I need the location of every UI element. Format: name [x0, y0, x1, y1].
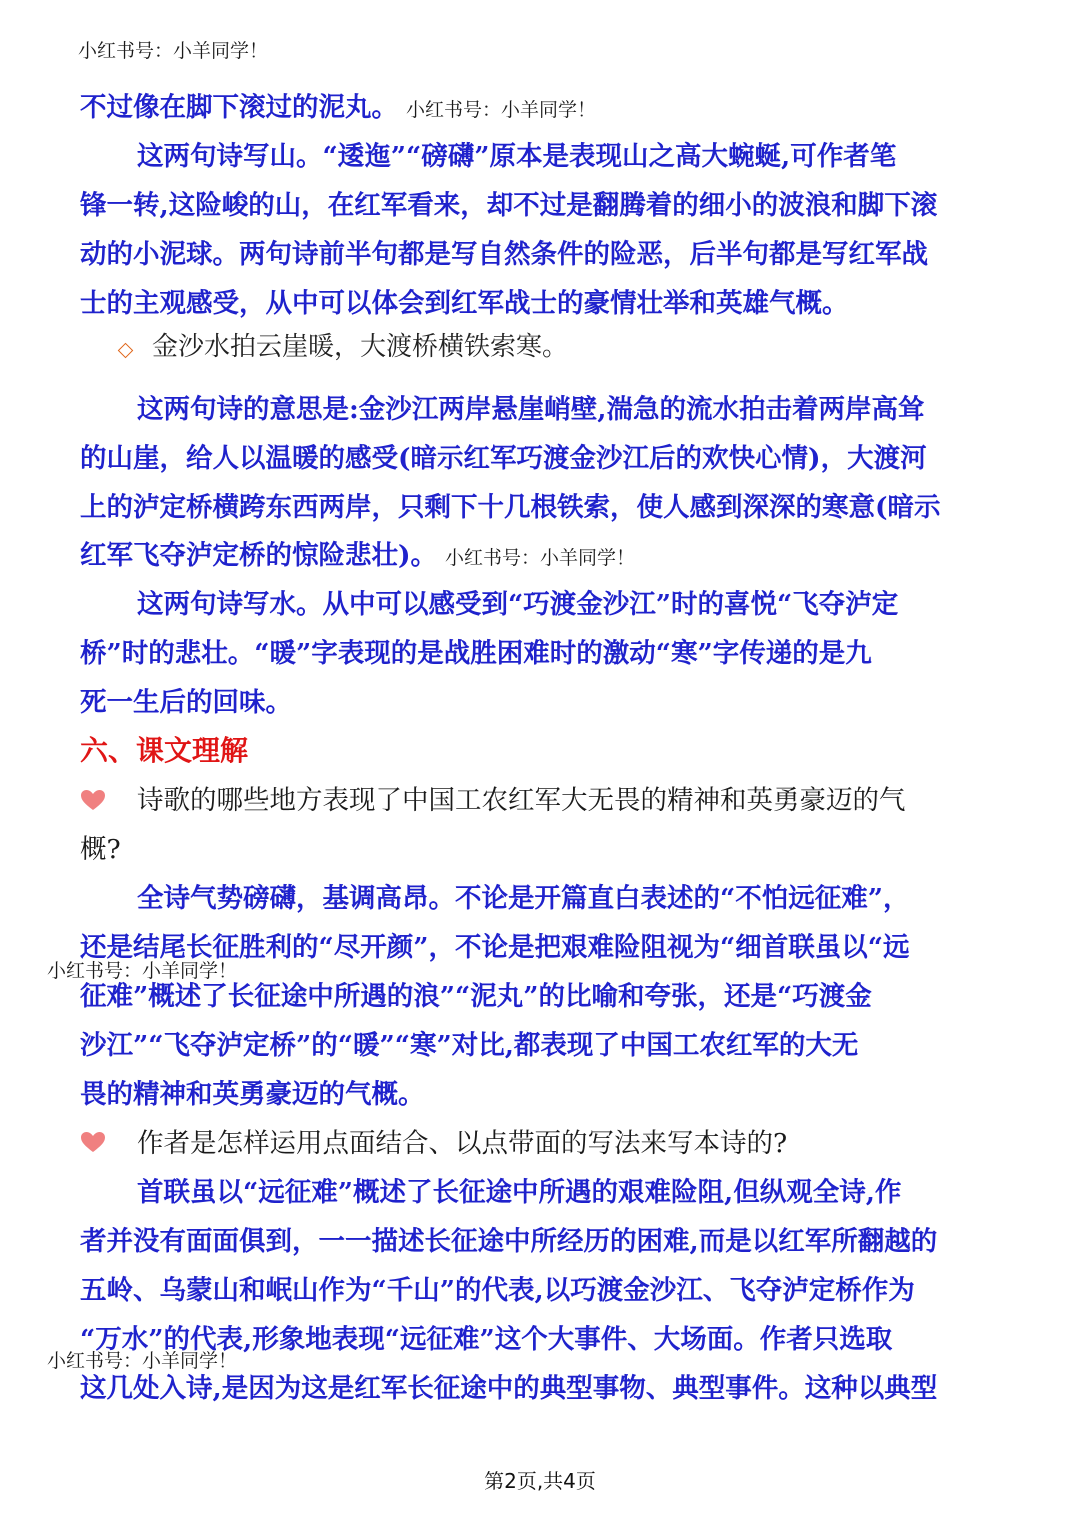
diamond-bullet-icon — [118, 343, 134, 359]
watermark-inline: 小红书号：小羊同学！ — [406, 99, 597, 121]
answer-line: 死一生后的回味。 — [80, 687, 292, 718]
answer-line: 桥”时的悲壮。“暖”字表现的是战胜困难时的激动“寒”字传递的是九 — [80, 638, 872, 669]
answer-line: 者并没有面面俱到，一一描述长征途中所经历的困难,而是以红军所翻越的 — [80, 1226, 938, 1257]
verse-line: 金沙水拍云崖暖，大渡桥横铁索寒。 — [152, 332, 569, 362]
question-line: 诗歌的哪些地方表现了中国工农红军大无畏的精神和英勇豪迈的气 — [137, 785, 906, 816]
answer-line: 上的泸定桥横跨东西两岸，只剩下十几根铁索，使人感到深深的寒意(暗示 — [80, 492, 941, 523]
answer-line: 这两句诗写水。从中可以感受到“巧渡金沙江”时的喜悦“飞夺泸定 — [137, 589, 899, 620]
watermark-overlay: 小红书号：小羊同学！ — [47, 1350, 238, 1372]
answer-line: 士的主观感受，从中可以体会到红军战士的豪情壮举和英雄气概。 — [80, 288, 849, 319]
answer-line: 这两句诗写山。“逶迤”“磅礴”原本是表现山之高大蜿蜒,可作者笔 — [137, 141, 897, 172]
answer-line: 征难”概述了长征途中所遇的浪”“泥丸”的比喻和夸张，还是“巧渡金 — [80, 981, 872, 1012]
answer-line: 的山崖，给人以温暖的感受(暗示红军巧渡金沙江后的欢快心情)，大渡河 — [80, 443, 927, 474]
watermark-top: 小红书号：小羊同学！ — [78, 40, 269, 62]
watermark-overlay: 小红书号：小羊同学！ — [47, 960, 238, 982]
answer-line: 全诗气势磅礴，基调高昂。不论是开篇直白表述的“不怕远征难”， — [137, 883, 910, 914]
answer-line: 锋一转,这险峻的山，在红军看来，却不过是翻腾着的细小的波浪和脚下滚 — [80, 190, 938, 221]
answer-line: 畏的精神和英勇豪迈的气概。 — [80, 1079, 425, 1110]
answer-text: 不过像在脚下滚过的泥丸。 — [80, 92, 398, 123]
answer-line: 还是结尾长征胜利的“尽开颜”，不论是把艰难险阻视为“细首联虽以“远 — [80, 932, 910, 963]
page-number: 第2页,共4页 — [484, 1469, 596, 1493]
section-heading: 六、课文理解 — [80, 734, 249, 767]
watermark-inline: 小红书号：小羊同学！ — [445, 547, 636, 569]
answer-line: 首联虽以“远征难”概述了长征途中所遇的艰难险阻,但纵观全诗,作 — [137, 1177, 902, 1208]
answer-line — [80, 92, 597, 123]
answer-line: 这两句诗的意思是:金沙江两岸悬崖峭壁,湍急的流水拍击着两岸高耸 — [137, 394, 925, 425]
answer-line: 沙江”“飞夺泸定桥”的“暖”“寒”对比,都表现了中国工农红军的大无 — [80, 1030, 859, 1061]
heart-bullet-icon — [80, 1131, 106, 1153]
answer-line: 五岭、乌蒙山和岷山作为“千山”的代表,以巧渡金沙江、飞夺泸定桥作为 — [80, 1275, 915, 1306]
answer-text: 红军飞夺泸定桥的惊险悲壮)。 — [80, 540, 438, 571]
answer-line: “万水”的代表,形象地表现“远征难”这个大事件、大场面。作者只选取 — [80, 1324, 893, 1355]
answer-line: 动的小泥球。两句诗前半句都是写自然条件的险恶，后半句都是写红军战 — [80, 239, 928, 270]
question-line: 作者是怎样运用点面结合、以点带面的写法来写本诗的? — [137, 1128, 788, 1159]
answer-line — [80, 540, 636, 571]
question-line: 概? — [80, 834, 121, 865]
answer-line: 这几处入诗,是因为这是红军长征途中的典型事物、典型事件。这种以典型 — [80, 1373, 938, 1404]
heart-bullet-icon — [80, 789, 106, 811]
